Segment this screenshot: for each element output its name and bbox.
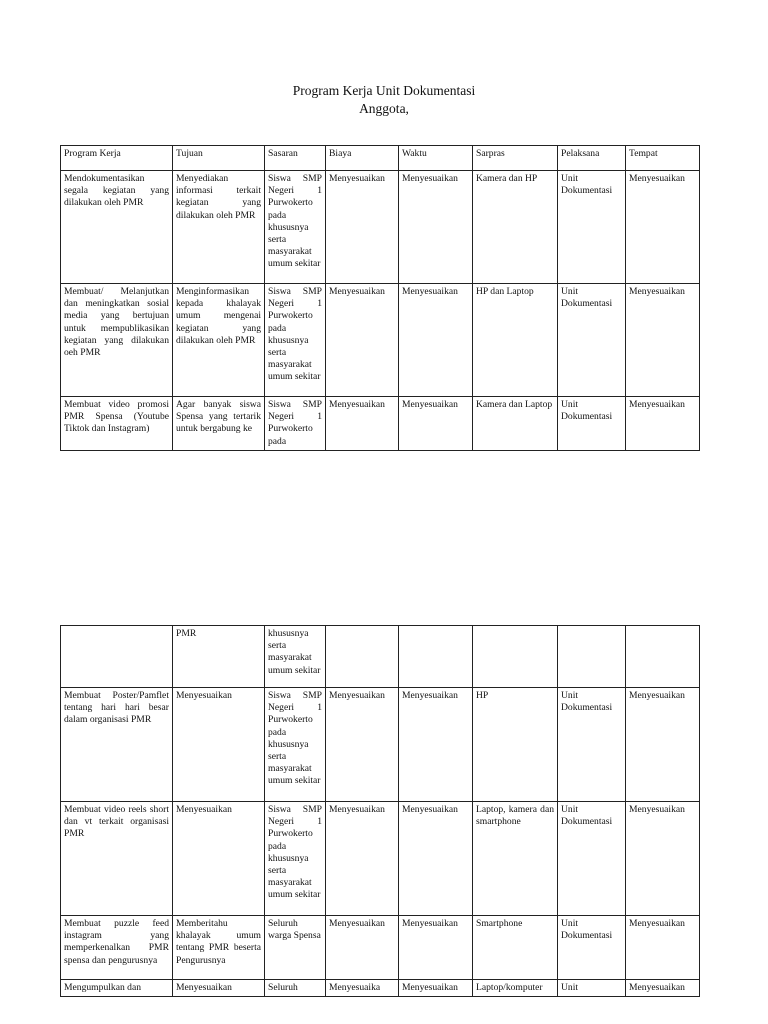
table-cell bbox=[61, 626, 173, 688]
header-waktu: Waktu bbox=[399, 146, 473, 171]
table-cell: Siswa SMP Negeri 1 Purwokerto pada khususnya serta masyarakat umum sekitar bbox=[265, 171, 326, 284]
table-cell bbox=[399, 626, 473, 688]
header-tempat: Tempat bbox=[626, 146, 700, 171]
table-cell: Menyesuaikan bbox=[626, 802, 700, 916]
table-cell bbox=[326, 626, 399, 688]
table-cell: Menyesuaikan bbox=[173, 802, 265, 916]
table-cell: Siswa SMP Negeri 1 Purwokerto pada khususnya serta masyarakat umum sekitar bbox=[265, 284, 326, 397]
table-row bbox=[61, 284, 700, 397]
header-biaya: Biaya bbox=[326, 146, 399, 171]
table-cell: Unit Dokumentasi bbox=[558, 916, 626, 980]
table-cell: HP dan Laptop bbox=[473, 284, 558, 397]
table-cell: Laptop/komputer bbox=[473, 980, 558, 997]
table-cell: Membuat puzzle feed instagram yang memperkenalkan PMR spensa dan pengurusnya bbox=[61, 916, 173, 980]
table-cell: Siswa SMP Negeri 1 Purwokerto pada khususnya serta masyarakat umum sekitar bbox=[265, 802, 326, 916]
table-cell: Menyesuaikan bbox=[399, 802, 473, 916]
table-cell bbox=[558, 626, 626, 688]
table-cell: Menyesuaikan bbox=[626, 916, 700, 980]
table-cell: Kamera dan Laptop bbox=[473, 397, 558, 451]
table-cell: Unit Dokumentasi bbox=[558, 397, 626, 451]
document-title: Program Kerja Unit Dokumentasi bbox=[292, 83, 476, 98]
table-cell: Mendokumentasikan segala kegiatan yang dilakukan oleh PMR bbox=[61, 171, 173, 284]
table-row bbox=[61, 980, 700, 997]
program-table-page-1 bbox=[60, 145, 700, 451]
table-cell: Siswa SMP Negeri 1 Purwokerto pada bbox=[265, 397, 326, 451]
table-cell: Menyesuaikan bbox=[326, 688, 399, 802]
table-cell: Menyediakan informasi terkait kegiatan yang dilakukan oleh PMR bbox=[173, 171, 265, 284]
table-row bbox=[61, 171, 700, 284]
table-cell: Menyesuaikan bbox=[173, 980, 265, 997]
table-cell: Unit Dokumentasi bbox=[558, 171, 626, 284]
table-cell: Menyesuaikan bbox=[399, 397, 473, 451]
table-cell: Membuat video promosi PMR Spensa (Youtube Tiktok dan Instagram) bbox=[61, 397, 173, 451]
table-cell: Seluruh bbox=[265, 980, 326, 997]
table-cell bbox=[626, 626, 700, 688]
table-cell: Menyesuaikan bbox=[626, 171, 700, 284]
table-row bbox=[61, 688, 700, 802]
table-cell: Membuat video reels short dan vt terkait organisasi PMR bbox=[61, 802, 173, 916]
header-pelaksana: Pelaksana bbox=[558, 146, 626, 171]
table-cell: Menyesuaika bbox=[326, 980, 399, 997]
table-cell: Menyesuaikan bbox=[326, 916, 399, 980]
table-cell: Menyesuaikan bbox=[326, 802, 399, 916]
table-cell: Menyesuaikan bbox=[399, 171, 473, 284]
document-subtitle: Anggota, bbox=[359, 101, 409, 116]
table-header-row bbox=[61, 146, 700, 171]
table-cell: Menyesuaikan bbox=[326, 397, 399, 451]
table-cell: Seluruh warga Spensa bbox=[265, 916, 326, 980]
table-cell: Membuat/ Melanjutkan dan meningkatkan sosial media yang bertujuan untuk mempublikasikan kegiatan yang dilakukan oeh PMR bbox=[61, 284, 173, 397]
table-cell: Membuat Poster/Pamflet tentang hari hari besar dalam organisasi PMR bbox=[61, 688, 173, 802]
table-cell: Menyesuaikan bbox=[173, 688, 265, 802]
table-cell: Menyesuaikan bbox=[399, 284, 473, 397]
table-cell: Unit Dokumentasi bbox=[558, 284, 626, 397]
table-cell: Menyesuaikan bbox=[399, 688, 473, 802]
table-cell: Menyesuaikan bbox=[326, 284, 399, 397]
table-cell: HP bbox=[473, 688, 558, 802]
table-cell: Menyesuaikan bbox=[399, 916, 473, 980]
table-cell: Smartphone bbox=[473, 916, 558, 980]
table-row bbox=[61, 626, 700, 688]
header-tujuan: Tujuan bbox=[173, 146, 265, 171]
table-cell: Menginformasikan kepada khalayak umum mengenai kegiatan yang dilakukan oleh PMR bbox=[173, 284, 265, 397]
table-cell: Laptop, kamera dan smartphone bbox=[473, 802, 558, 916]
table-cell: Unit bbox=[558, 980, 626, 997]
table-cell: Agar banyak siswa Spensa yang tertarik untuk bergabung ke bbox=[173, 397, 265, 451]
table-cell: Menyesuaikan bbox=[626, 397, 700, 451]
table-cell: Menyesuaikan bbox=[626, 284, 700, 397]
program-table-page-2 bbox=[60, 625, 700, 997]
table-row bbox=[61, 916, 700, 980]
table-cell: Unit Dokumentasi bbox=[558, 802, 626, 916]
table-cell bbox=[473, 626, 558, 688]
header-program-kerja: Program Kerja bbox=[61, 146, 173, 171]
table-cell: khususnya serta masyarakat umum sekitar bbox=[265, 626, 326, 688]
table-cell: Unit Dokumentasi bbox=[558, 688, 626, 802]
table-cell: Mengumpulkan dan bbox=[61, 980, 173, 997]
table-cell: Kamera dan HP bbox=[473, 171, 558, 284]
header-sarpras: Sarpras bbox=[473, 146, 558, 171]
table-cell: Menyesuaikan bbox=[626, 688, 700, 802]
table-cell: Menyesuaikan bbox=[399, 980, 473, 997]
table-row bbox=[61, 397, 700, 451]
table-cell: Memberitahu khalayak umum tentang PMR beserta Pengurusnya bbox=[173, 916, 265, 980]
table-cell: Menyesuaikan bbox=[626, 980, 700, 997]
table-row bbox=[61, 802, 700, 916]
table-cell: PMR bbox=[173, 626, 265, 688]
table-cell: Menyesuaikan bbox=[326, 171, 399, 284]
header-sasaran: Sasaran bbox=[265, 146, 326, 171]
table-cell: Siswa SMP Negeri 1 Purwokerto pada khususnya serta masyarakat umum sekitar bbox=[265, 688, 326, 802]
